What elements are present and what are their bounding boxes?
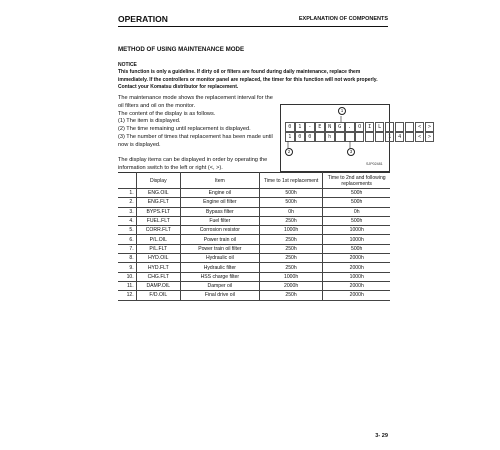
lcd-cell: G [335,122,345,132]
first-interval: 250h [259,235,323,244]
maintenance-interval-table [118,172,390,301]
table-row [118,244,390,253]
lcd-cell: 1 [295,122,305,132]
item-name: Power train oil [180,235,259,244]
row-number: 9. [118,263,136,272]
lcd-cell: 1 [385,132,395,142]
following-interval: 500h [323,198,390,207]
lcd-cell: 0 [295,132,305,142]
col-header-display: Display [136,173,180,189]
lcd-cell: 0 [305,132,315,142]
first-interval: 1000h [259,226,323,235]
display-code: FUEL.FLT [136,216,180,225]
item-name: Power train oil filter [180,244,259,253]
following-interval: 1000h [323,272,390,281]
display-code: F/D.OIL [136,291,180,300]
lcd-cell: I [365,122,375,132]
display-code: BYPS.FLT [136,207,180,216]
display-code: ENG.OIL [136,189,180,198]
row-number: 6. [118,235,136,244]
table-row [118,207,390,216]
row-number: 8. [118,254,136,263]
display-code: DAMP.OIL [136,281,180,290]
item-name: Final drive oil [180,291,259,300]
item-name: Fuel filter [180,216,259,225]
table-row [118,272,390,281]
lcd-cell: N [325,122,335,132]
intro-line-2: The content of the display is as follows. [118,110,216,117]
intro-paragraph [118,95,278,150]
first-interval: 250h [259,254,323,263]
header-rule [118,26,388,27]
intro-item-3: (3) The number of times that replacement has been made until now is displayed. [118,133,273,148]
lcd-cell: L [375,122,385,132]
col-header-no [118,173,136,189]
row-number: 3. [118,207,136,216]
display-code: CHG.FLT [136,272,180,281]
display-code: HYD.FLT [136,263,180,272]
first-interval: 250h [259,263,323,272]
lcd-cell: - [305,122,315,132]
row-number: 2. [118,198,136,207]
lcd-cell: E [315,122,325,132]
lcd-cell: O [355,122,365,132]
row-number: 4. [118,216,136,225]
display-code: ENG.FLT [136,198,180,207]
item-name: HSS charge filter [180,272,259,281]
intro-item-2: (2) The time remaining until replacement is displayed. [118,126,251,133]
callout-1: 1 [338,107,346,115]
page-number: 3- 29 [375,433,388,439]
table-row [118,216,390,225]
row-number: 1. [118,189,136,198]
switch-note: The display items can be displayed in order by operating the information switch to the left or right (<, >). [118,157,268,171]
section-header: OPERATION [118,14,168,24]
row-number: 7. [118,244,136,253]
first-interval: 250h [259,244,323,253]
following-interval: 500h [323,189,390,198]
following-interval: 2000h [323,281,390,290]
display-code: HYD.OIL [136,254,180,263]
table-row [118,281,390,290]
item-name: Corrosion resistor [180,226,259,235]
row-number: 11. [118,281,136,290]
page-title: METHOD OF USING MAINTENANCE MODE [118,46,245,53]
row-number: 10. [118,272,136,281]
first-interval: 250h [259,291,323,300]
following-interval: 2000h [323,263,390,272]
following-interval: 1000h [323,235,390,244]
callout-3: 3 [347,148,355,156]
lcd-cell: 1 [285,132,295,142]
table-header-row [118,173,390,189]
table-row [118,291,390,300]
item-name: Damper oil [180,281,259,290]
first-interval: 500h [259,189,323,198]
intro-line-1: The maintenance mode shows the replacement interval for the oil filters and oil on the monitor. [118,95,273,109]
first-interval: 2000h [259,281,323,290]
following-interval: 500h [323,216,390,225]
lcd-cell: 4 [395,132,405,142]
col-header-item: Item [180,173,259,189]
row-number: 5. [118,226,136,235]
display-code: P/L.FLT [136,244,180,253]
lcd-cell: < [415,122,425,132]
table-row [118,226,390,235]
callout-2: 2 [285,148,293,156]
lcd-cell: 0 [285,122,295,132]
table-row [118,235,390,244]
table-row [118,263,390,272]
lcd-cell [395,122,405,132]
table-row [118,189,390,198]
lcd-cell: > [425,132,435,142]
col-header-first: Time to 1st replacement [259,173,323,189]
following-interval: 2000h [323,254,390,263]
lcd-cell [405,122,415,132]
following-interval: 1000h [323,226,390,235]
item-name: Bypass filter [180,207,259,216]
lcd-cell: h [325,132,335,142]
intro-item-1: (1) The item is displayed. [118,118,181,125]
following-interval: 0h [323,207,390,216]
lcd-cell: < [415,132,425,142]
first-interval: 0h [259,207,323,216]
table-row [118,198,390,207]
item-name: Engine oil filter [180,198,259,207]
row-number: 12. [118,291,136,300]
display-code: P/L.OIL [136,235,180,244]
table-row [118,254,390,263]
figure-code: SJP02481 [366,162,383,166]
following-interval: 500h [323,244,390,253]
first-interval: 500h [259,198,323,207]
display-code: CORR.FLT [136,226,180,235]
col-header-following: Time to 2nd and following replacements [323,173,390,189]
lcd-cell: > [425,122,435,132]
first-interval: 250h [259,216,323,225]
lcd-cell [405,132,415,142]
first-interval: 1000h [259,272,323,281]
item-name: Engine oil [180,189,259,198]
item-name: Hydraulic oil [180,254,259,263]
notice-heading: NOTICE [118,62,137,68]
notice-text: This function is only a guideline. If dirty oil or filters are found during daily maintenance, replace them immediately. If the controllers or monitor panel are replaced, the timer for this function will not work properly. Contact your Komatsu distributor for replacement. [118,69,378,90]
chapter-header: EXPLANATION OF COMPONENTS [298,16,388,22]
following-interval: 2000h [323,291,390,300]
item-name: Hydraulic filter [180,263,259,272]
lcd-cell: . [345,122,355,132]
